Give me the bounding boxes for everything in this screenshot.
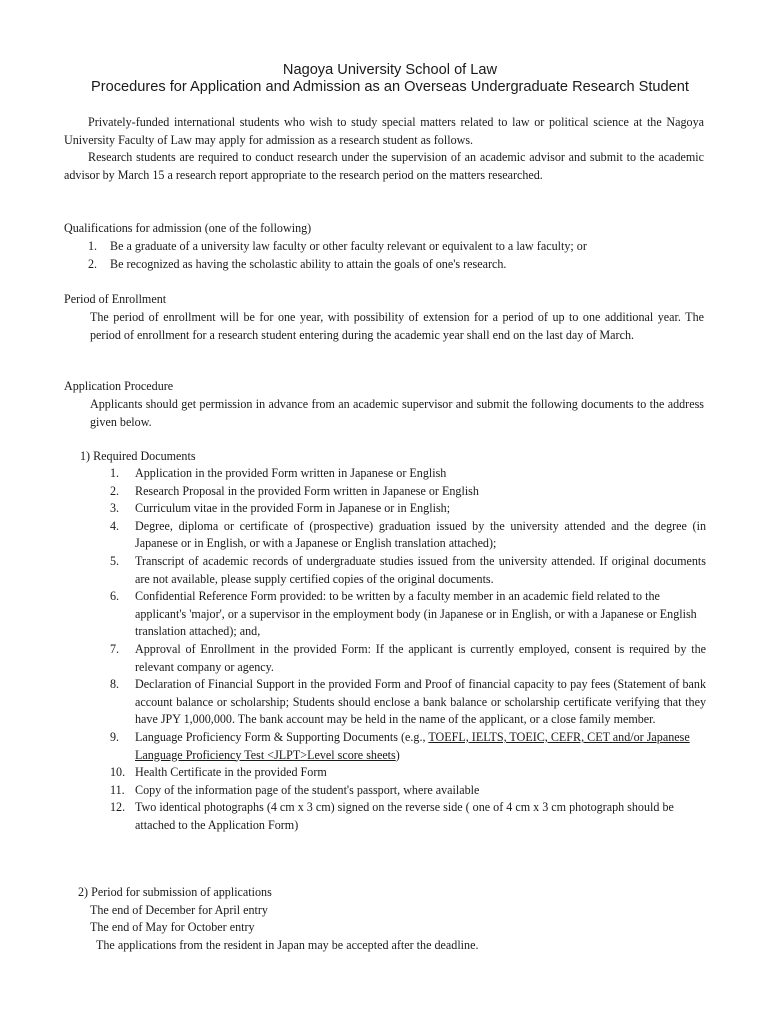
list-item: 3. Curriculum vitae in the provided Form in Japanese or in English; [110, 501, 451, 516]
required-documents-heading: 1) Required Documents [80, 449, 196, 463]
intro-paragraph-2: Research students are required to conduct research under the supervision of an academic advisor and submit to the academic advisor by March 15 a research report appropriate to the research period on the matters researched. [64, 150, 704, 182]
list-item: 9. Language Proficiency Form & Supporting Documents (e.g., TOEFL, IELTS, TOEIC, CEFR, CET and/or Japanese Language Proficiency Test <JLPT>Level score sheets) [110, 729, 690, 762]
language-test-link[interactable]: TOEFL, IELTS, TOEIC, CEFR, CET and/or Japanese Language Proficiency Test <JLPT>Level score sheets [135, 729, 690, 762]
page-title: Nagoya University School of Law [282, 62, 498, 78]
list-item: 11. Copy of the information page of the student's passport, where available [110, 782, 480, 797]
list-item: 6. Confidential Reference Form provided: to be written by a faculty member in an academic field related to the applicant's 'major', or a supervisor in the employment body (in Japanese or in English, or with a Japanese or English translation attached); and, [110, 589, 697, 639]
list-item: 2. Be recognized as having the scholastic ability to attain the goals of one's research. [88, 256, 507, 271]
submission-heading: 2) Period for submission of applications [78, 885, 272, 899]
intro-section [64, 114, 704, 184]
period-text: The period of enrollment will be for one year, with possibility of extension for a period of up to one additional year. The period of enrollment for a research student entering during the academic year shall end on the last day of March. [90, 310, 704, 342]
list-item: 4. Degree, diploma or certificate of (prospective) graduation issued by the university attended and the degree (in Japanese or in English, or with a Japanese or English translation attached); [110, 518, 706, 551]
list-item: 7. Approval of Enrollment in the provided Form: If the applicant is currently employed, consent is required by the relevant company or agency. [110, 641, 706, 674]
list-item: 12. Two identical photographs (4 cm x 3 cm) signed on the reverse side ( one of 4 cm x 3 cm photograph should be attached to the Application Form) [110, 800, 674, 832]
submission-october: The end of May for October entry [90, 920, 255, 934]
page-subtitle: Procedures for Application and Admission as an Overseas Undergraduate Research Student [91, 79, 689, 95]
submission-april: The end of December for April entry [90, 903, 268, 917]
intro-paragraph-1: Privately-funded international students who wish to study special matters related to law or political science at the Nagoya University Faculty of Law may apply for admission as a research student as follows. [64, 115, 704, 147]
required-documents-list [110, 465, 706, 834]
list-item: 5. Transcript of academic records of undergraduate studies issued from the university attended. If original documents are not available, please supply certified copies of the original documents. [110, 553, 706, 586]
list-item: 1. Be a graduate of a university law faculty or other faculty relevant or equivalent to a law faculty; or [88, 239, 587, 253]
list-item: 10. Health Certificate in the provided Form [110, 765, 327, 780]
list-item: 1. Application in the provided Form written in Japanese or English [110, 466, 447, 480]
period-heading: Period of Enrollment [64, 292, 167, 306]
application-heading: Application Procedure [64, 379, 174, 393]
list-item: 8. Declaration of Financial Support in the provided Form and Proof of financial capacity to pay fees (Statement of bank account balance or scholarship; Students should enclose a bank balance or scholarship certificate verifying that they have JPY 1,000,000. The bank account may be held in the name of the applicant, or a close family member. [110, 677, 706, 727]
list-item: 2. Research Proposal in the provided Form written in Japanese or English [110, 483, 479, 498]
application-text: Applicants should get permission in advance from an academic supervisor and submit the following documents to the address given below. [90, 397, 704, 429]
qualifications-list [88, 238, 708, 273]
submission-note: The applications from the resident in Japan may be accepted after the deadline. [96, 938, 479, 952]
qualifications-heading: Qualifications for admission (one of the following) [64, 221, 312, 235]
